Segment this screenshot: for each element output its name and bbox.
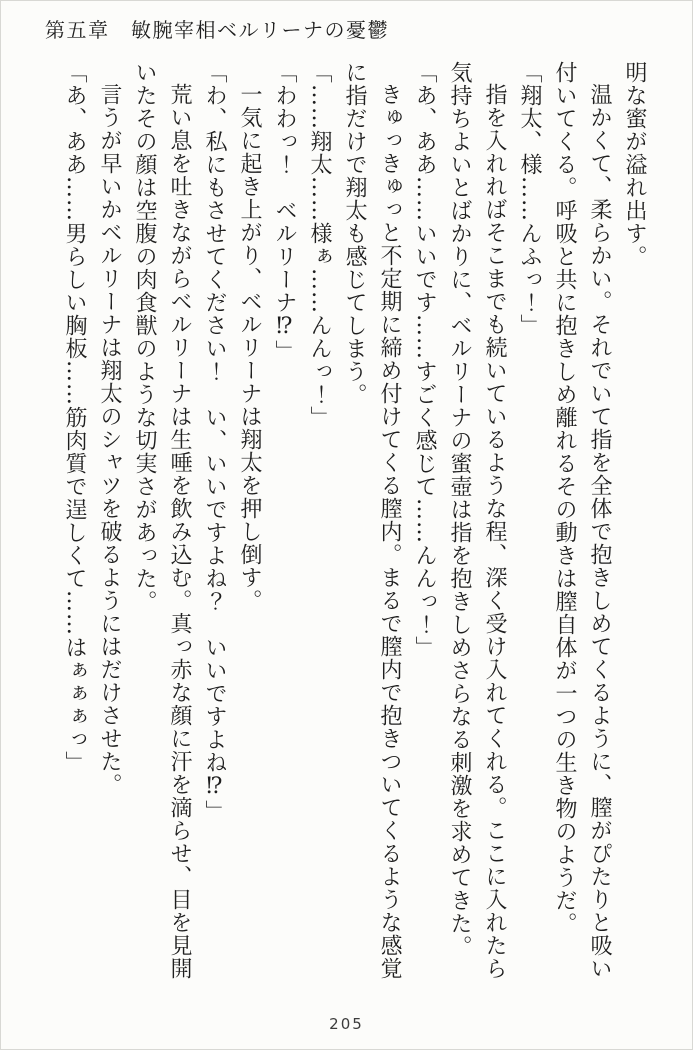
page-number: 205 (329, 1015, 364, 1033)
dialogue-paragraph: 「翔太、様……んふっ！」 (517, 61, 542, 337)
paragraph: きゅっきゅっと不定期に締め付けてくる膣内。まるで膣内で抱きついてくるような感覚に指だけで翔太も感じてしまう。 (342, 61, 402, 980)
dialogue-paragraph: 「わ、私にもさせてください！ い、いいですよね？ いいですよね⁉」 (202, 61, 227, 823)
dialogue-paragraph: 「あ、ああ……いいです……すごく感じて……んんっ！」 (412, 61, 437, 659)
paragraph: 言うが早いかベルリーナは翔太のシャツを破るようにはだけさせた。 (97, 83, 122, 796)
dialogue-paragraph: 「わわっ！ ベルリーナ⁉」 (272, 61, 297, 363)
paragraph: 指を入れればそこまでも続いているような程、深く受け入れてくれる。ここに入れたら気持ちよいとばかりに、ベルリーナの蜜壺は指を抱きしめさらなる刺激を求めてきた。 (447, 61, 507, 980)
dialogue-paragraph: 「……翔太……様ぁ……んんっ！」 (307, 61, 332, 429)
paragraph: 温かくて、柔らかい。それでいて指を全体で抱きしめてくるように、膣がぴたりと吸い付いてくる。呼吸と共に抱きしめ離れるその動きは膣自体が一つの生き物のようだ。 (552, 61, 612, 980)
dialogue-paragraph: 「あ、ああ……男らしい胸板……筋肉質で逞しくて……はぁぁぁっ」 (62, 61, 87, 774)
paragraph: 明な蜜が溢れ出す。 (622, 61, 647, 268)
text-body (36, 61, 652, 993)
paragraph: 一気に起き上がり、ベルリーナは翔太を押し倒す。 (237, 83, 262, 612)
chapter-header: 第五章 敏腕宰相ベルリーナの憂鬱 (45, 18, 389, 42)
paragraph: 荒い息を吐きながらベルリーナは生唾を飲み込む。真っ赤な顔に汗を滴らせ、目を見開いたその顔は空腹の肉食獣のような切実さがあった。 (132, 61, 192, 980)
